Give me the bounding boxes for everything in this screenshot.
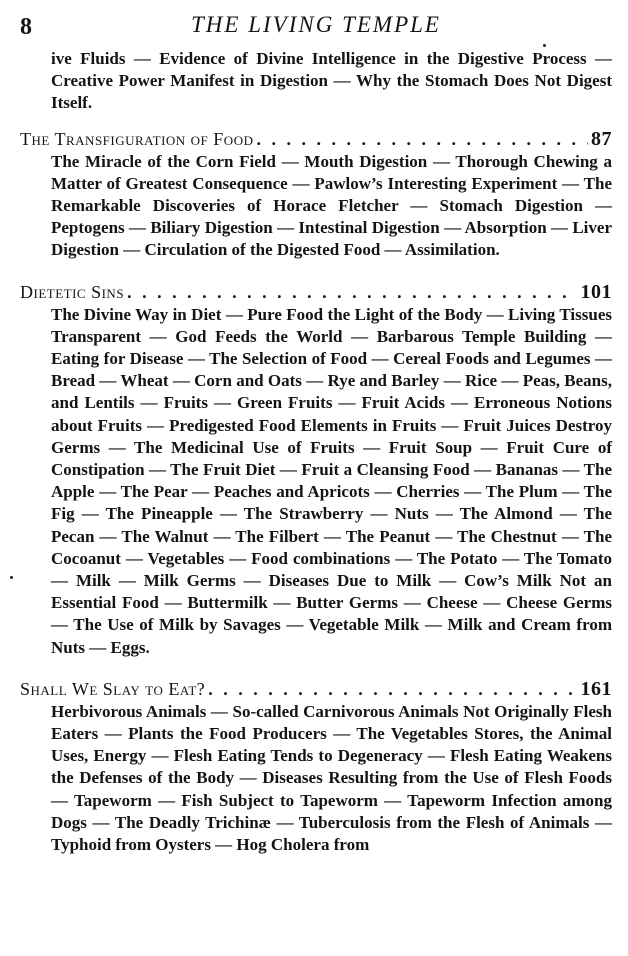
chapter-title: Dietetic Sins [20, 281, 125, 302]
chapter-page-number: 101 [580, 280, 612, 303]
page-number: 8 [20, 14, 32, 40]
page-header [20, 8, 612, 48]
toc-heading [20, 677, 612, 701]
dot-leader [256, 127, 588, 151]
chapter-description: The Divine Way in Diet — Pure Food the Light of the Body — Living Tissues Transparent — God Feeds the World — Barbarous Temple Building — Eating for Disease — The Selection of Food — Cereal Foods and Legumes — Bread — Wheat — Corn and Oats — Rye and Barley — Rice — Peas, Beans, and Lentils — Fruits — Green Fruits — Fruit Acids — Erroneous Notions about Fruits — Predigested Food Elements in Fruits — Fruit Juices Destroy Germs — The Medicinal Use of Fruits — Fruit Soup — Fruit Cure of Constipation — The Fruit Diet — Fruit a Cleansing Food — Bananas — The Apple — The Pear — Peaches and Apricots — Cherries — The Plum — The Fig — The Pineapple — The Strawberry — Nuts — The Almond — The Pecan — The Walnut — The Filbert — The Peanut — The Chestnut — The Cocoanut — Vegetables — Food combinations — The Potato — The Tomato — Milk — Milk Germs — Diseases Due to Milk — Cow’s Milk Not an Essential Food — Buttermilk — Butter Germs — Cheese — Cheese Germs — The Use of Milk by Savages — Vegetable Milk — Milk and Cream from Nuts — Eggs. [51, 304, 612, 657]
print-speck [10, 576, 13, 579]
toc-entry-shall-we-slay-to-eat [20, 677, 612, 856]
toc-heading [20, 127, 612, 151]
chapter-title: The Transfiguration of Food [20, 128, 254, 149]
toc-entry-dietetic-sins [20, 280, 612, 659]
running-title: THE LIVING TEMPLE [191, 12, 441, 37]
chapter-description: Herbivorous Animals — So-called Carnivorous Animals Not Originally Flesh Eaters — Plants the Food Producers — The Vegetables Stores, the Animal Uses, Energy — Flesh Eating Tends to Degeneracy — Flesh Eating Weakens the Defenses of the Body — Diseases Resulting from the Use of Flesh Foods — Tapeworm — Fish Subject to Tapeworm — Tapeworm Infection among Dogs — The Deadly Trichinæ — Tuberculosis from the Flesh of Animals — Typhoid from Oysters — Hog Cholera from [51, 701, 612, 855]
print-speck [543, 44, 546, 47]
toc-entry-transfiguration-of-food [20, 127, 612, 262]
dot-leader [127, 280, 577, 304]
toc-heading [20, 280, 612, 304]
chapter-title: Shall We Slay to Eat? [20, 678, 206, 699]
chapter-description: The Miracle of the Corn Field — Mouth Digestion — Thorough Chewing a Matter of Greatest Consequence — Pawlow’s Interesting Experiment — The Remarkable Discoveries of Horace Fletcher — Stomach Digestion — Peptogens — Biliary Digestion — Intestinal Digestion — Absorption — Liver Digestion — Circulation of the Digested Food — Assimilation. [51, 151, 612, 260]
chapter-page-number: 87 [591, 127, 612, 150]
dot-leader [208, 677, 577, 701]
continued-description: ive Fluids — Evidence of Divine Intelligence in the Digestive Process — Creative Power Manifest in Digestion — Why the Stomach Does Not Digest Itself. [51, 49, 612, 113]
chapter-page-number: 161 [580, 677, 612, 700]
